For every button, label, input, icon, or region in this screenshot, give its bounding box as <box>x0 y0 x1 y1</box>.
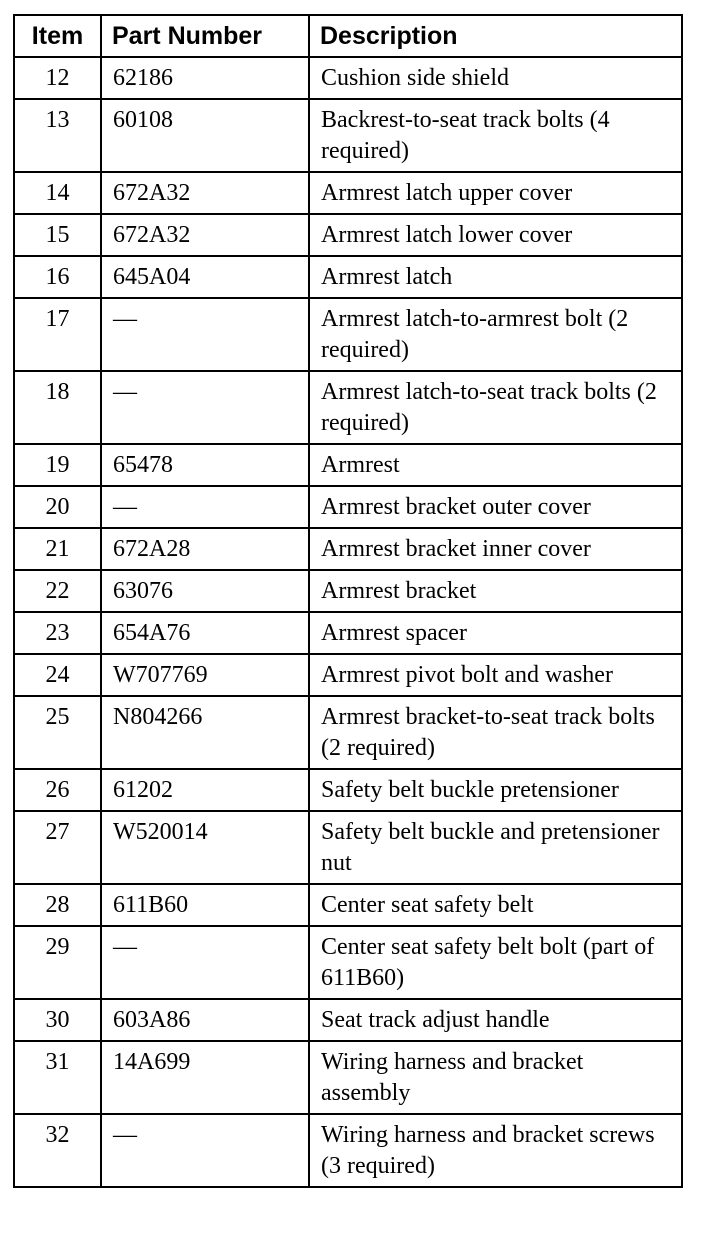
table-row <box>14 172 682 214</box>
description-cell: Armrest bracket inner cover <box>309 528 682 570</box>
description-cell: Armrest <box>309 444 682 486</box>
description-cell: Armrest pivot bolt and washer <box>309 654 682 696</box>
description-cell: Armrest bracket outer cover <box>309 486 682 528</box>
item-cell: 12 <box>14 57 101 99</box>
part-number-cell: 63076 <box>101 570 309 612</box>
item-cell: 23 <box>14 612 101 654</box>
table-row <box>14 99 682 172</box>
description-cell: Safety belt buckle pretensioner <box>309 769 682 811</box>
table-row <box>14 884 682 926</box>
table-body <box>14 57 682 1187</box>
description-cell: Armrest spacer <box>309 612 682 654</box>
item-cell: 16 <box>14 256 101 298</box>
description-cell: Armrest bracket <box>309 570 682 612</box>
part-number-cell: 65478 <box>101 444 309 486</box>
table-row <box>14 528 682 570</box>
item-cell: 29 <box>14 926 101 999</box>
table-header <box>14 15 682 57</box>
table-row <box>14 769 682 811</box>
part-number-cell: W707769 <box>101 654 309 696</box>
item-cell: 27 <box>14 811 101 884</box>
table-row <box>14 486 682 528</box>
part-number-cell: 611B60 <box>101 884 309 926</box>
part-number-cell: 645A04 <box>101 256 309 298</box>
description-cell: Armrest latch-to-armrest bolt (2 required) <box>309 298 682 371</box>
item-cell: 15 <box>14 214 101 256</box>
table-row <box>14 444 682 486</box>
part-number-cell: 62186 <box>101 57 309 99</box>
description-cell: Seat track adjust handle <box>309 999 682 1041</box>
table-row <box>14 999 682 1041</box>
table-row <box>14 612 682 654</box>
description-cell: Armrest latch-to-seat track bolts (2 required) <box>309 371 682 444</box>
table-row <box>14 57 682 99</box>
description-cell: Center seat safety belt <box>309 884 682 926</box>
header-description: Description <box>309 15 682 57</box>
parts-table <box>13 14 683 1188</box>
part-number-cell: 61202 <box>101 769 309 811</box>
part-number-cell: — <box>101 926 309 999</box>
description-cell: Center seat safety belt bolt (part of 611B60) <box>309 926 682 999</box>
item-cell: 30 <box>14 999 101 1041</box>
description-cell: Wiring harness and bracket screws (3 required) <box>309 1114 682 1187</box>
table-row <box>14 696 682 769</box>
table-row <box>14 214 682 256</box>
table-row <box>14 371 682 444</box>
part-number-cell: — <box>101 371 309 444</box>
item-cell: 32 <box>14 1114 101 1187</box>
part-number-cell: 60108 <box>101 99 309 172</box>
header-row <box>14 15 682 57</box>
part-number-cell: 603A86 <box>101 999 309 1041</box>
description-cell: Armrest bracket-to-seat track bolts (2 required) <box>309 696 682 769</box>
description-cell: Cushion side shield <box>309 57 682 99</box>
description-cell: Armrest latch upper cover <box>309 172 682 214</box>
item-cell: 22 <box>14 570 101 612</box>
table-row <box>14 1041 682 1114</box>
description-cell: Armrest latch <box>309 256 682 298</box>
part-number-cell: N804266 <box>101 696 309 769</box>
header-item: Item <box>14 15 101 57</box>
table-row <box>14 256 682 298</box>
description-cell: Safety belt buckle and pretensioner nut <box>309 811 682 884</box>
part-number-cell: 654A76 <box>101 612 309 654</box>
table-row <box>14 654 682 696</box>
item-cell: 28 <box>14 884 101 926</box>
part-number-cell: — <box>101 1114 309 1187</box>
item-cell: 17 <box>14 298 101 371</box>
header-part-number: Part Number <box>101 15 309 57</box>
table-row <box>14 811 682 884</box>
table-row <box>14 298 682 371</box>
part-number-cell: 672A32 <box>101 214 309 256</box>
table-row <box>14 570 682 612</box>
part-number-cell: — <box>101 298 309 371</box>
part-number-cell: 672A28 <box>101 528 309 570</box>
item-cell: 25 <box>14 696 101 769</box>
item-cell: 19 <box>14 444 101 486</box>
item-cell: 18 <box>14 371 101 444</box>
item-cell: 26 <box>14 769 101 811</box>
description-cell: Wiring harness and bracket assembly <box>309 1041 682 1114</box>
part-number-cell: 672A32 <box>101 172 309 214</box>
description-cell: Armrest latch lower cover <box>309 214 682 256</box>
item-cell: 13 <box>14 99 101 172</box>
item-cell: 24 <box>14 654 101 696</box>
item-cell: 21 <box>14 528 101 570</box>
item-cell: 20 <box>14 486 101 528</box>
part-number-cell: — <box>101 486 309 528</box>
table-row <box>14 1114 682 1187</box>
description-cell: Backrest-to-seat track bolts (4 required) <box>309 99 682 172</box>
part-number-cell: 14A699 <box>101 1041 309 1114</box>
item-cell: 31 <box>14 1041 101 1114</box>
table-row <box>14 926 682 999</box>
item-cell: 14 <box>14 172 101 214</box>
part-number-cell: W520014 <box>101 811 309 884</box>
